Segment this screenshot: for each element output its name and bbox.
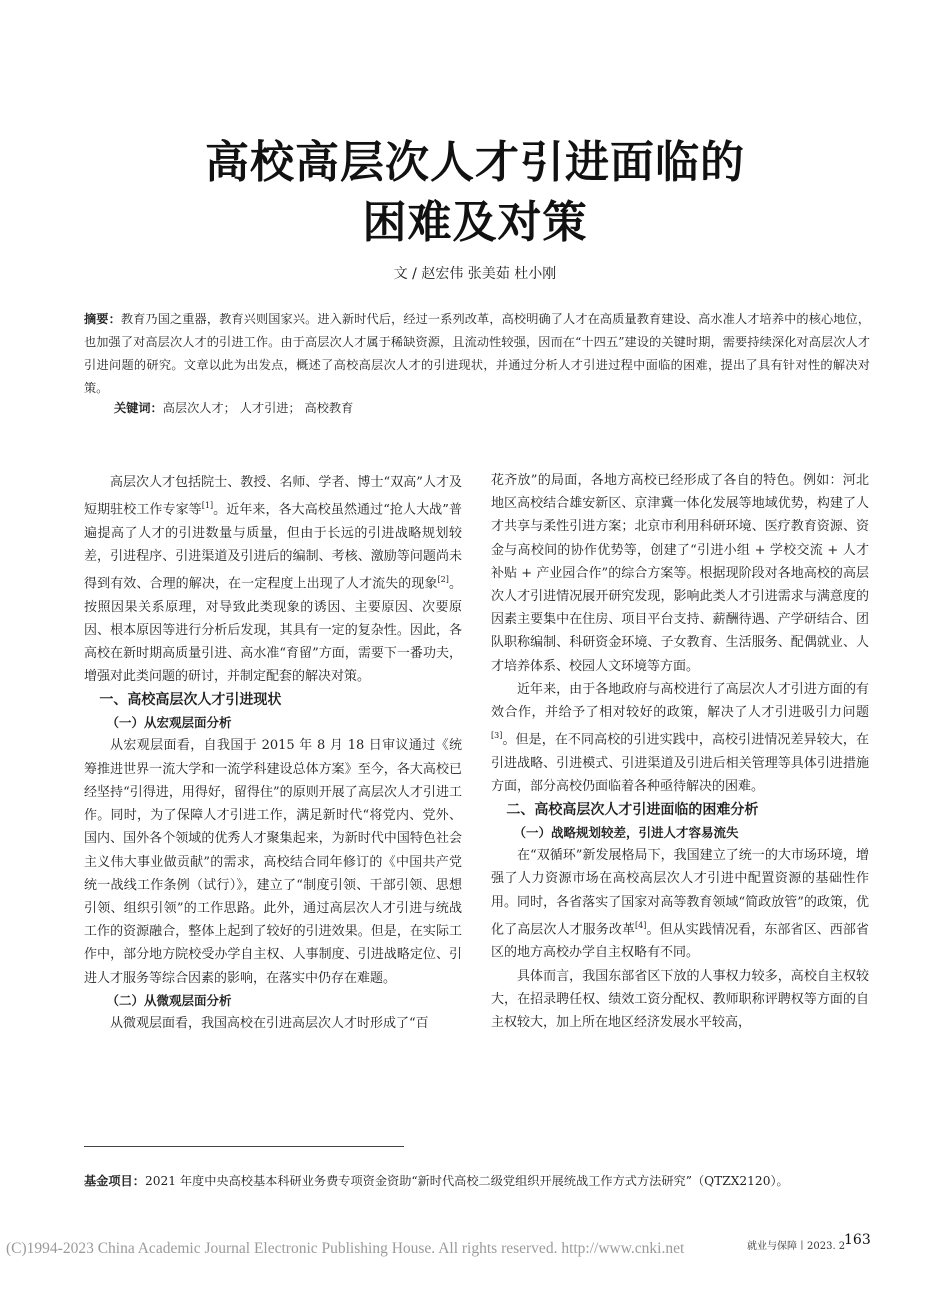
page-number: 163 xyxy=(844,1232,871,1248)
paragraph: 从宏观层面看，自我国于 2015 年 8 月 18 日审议通过《统筹推进世界一流大学和一流学科建设总体方案》至今，各大高校已经坚持“引得进，用得好，留得住”的原则开展了高层次人才引进工作。同时，为了保障人才引进工作，满足新时代“将党内、党外、国内、国外各个领域的优秀人才聚集起来，为新时代中国特色社会主义伟大事业做贡献”的需求，高校结合同年修订的《中国共产党统一战线工作条例（试行）》，建立了“制度引领、干部引领、思想引领、组织引领”的工作思路。此外，通过高层次人才引进与统战工作的资源融合，整体上起到了较好的引进效果。但是，在实际工作中，部分地方院校受办学自主权、人事制度、引进战略定位、引进人才服务等综合因素的影响，在落实中仍存在难题。 xyxy=(84,738,462,986)
paragraph: 高层次人才包括院士、教授、名师、学者、博士“双高”人才及短期驻校工作专家等[1]。近年来，各大高校虽然通过“抢人大战”普遍提高了人才的引进数量与质量，但由于长远的引进战略规划较差，引进程序、引进渠道及引进后的编制、考核、激励等问题尚未得到有效、合理的解决，在一定程度上出现了人才流失的现象[2]。按照因果关系原理，对导致此类现象的诱因、主要原因、次要原因、根本原因等进行分析后发现，其具有一定的复杂性。因此，各高校在新时期高质量引进、高水准“育留”方面，需要下一番功夫，增强对此类问题的研讨，并制定配套的解决对策。 xyxy=(84,475,462,685)
citation: [3] xyxy=(491,731,503,741)
article-title-line2: 困难及对策 xyxy=(362,197,588,248)
subsection-heading: （一）战略规划较差，引进人才容易流失 xyxy=(513,825,739,841)
copyright-watermark: (C)1994-2023 China Academic Journal Electronic Publishing House. All rights reserved. http://www.cnki.net xyxy=(6,1240,685,1257)
citation: [4] xyxy=(635,920,647,930)
citation: [2] xyxy=(437,575,449,585)
paragraph: 具体而言，我国东部省区下放的人事权力较多，高校自主权较大，在招录聘任权、绩效工资分配权、教师职称评聘权等方面的自主权较大，加上所在地区经济发展水平较高， xyxy=(491,968,869,1030)
funding-note xyxy=(84,1172,884,1189)
paragraph: 花齐放”的局面，各地方高校已经形成了各自的特色。例如：河北地区高校结合雄安新区、京津冀一体化发展等地域优势，构建了人才共享与柔性引进方案；北京市利用科研环境、医疗教育资源、资金与高校间的协作优势等，创建了“引进小组 + 学校交流 + 人才补贴 + 产业园合作”的综合方案等。根据现阶段对各地高校的高层次人才引进情况展开研究发现，影响此类人才引进需求与满意度的因素主要集中在住房、项目平台支持、薪酬待遇、产学研结合、团队职称编制、科研资金环境、子女教育、生活服务、配偶就业、人才培养体系、校园人文环境等方面。 xyxy=(491,473,869,674)
right-column xyxy=(491,469,869,1034)
abstract xyxy=(84,308,870,400)
citation: [1] xyxy=(201,501,214,511)
subsection-heading: （一）从宏观层面分析 xyxy=(106,715,232,731)
keywords xyxy=(114,399,353,416)
section-heading: 一、高校高层次人才引进现状 xyxy=(99,692,282,709)
left-column xyxy=(84,471,462,1035)
footnote-divider xyxy=(84,1146,404,1147)
funding-text: 2021 年度中央高校基本科研业务费专项资金资助“新时代高校二级党组织开展统战工作方式方法研究”（QTZX2120）。 xyxy=(144,1174,789,1188)
funding-label: 基金项目： xyxy=(84,1174,145,1188)
paragraph: 从微观层面看，我国高校在引进高层次人才时形成了“百 xyxy=(110,1015,429,1031)
article-title-line1: 高校高层次人才引进面临的 xyxy=(205,137,745,188)
journal-issue: 就业与保障丨2023. 2 xyxy=(747,1241,846,1252)
paragraph: 近年来，由于各地政府与高校进行了高层次人才引进方面的有效合作，并给予了相对较好的政策，解决了人才引进吸引力问题[3]。但是，在不同高校的引进实践中，高校引进情况差异较大，在引进战略、引进模式、引进渠道及引进后相关管理等具体引进措施方面，部分高校仍面临着各种亟待解决的困难。 xyxy=(491,681,869,794)
abstract-label: 摘要： xyxy=(84,312,121,326)
authors: 文 / 赵宏伟 张美茹 杜小刚 xyxy=(393,266,557,282)
section-heading: 二、高校高层次人才引进面临的困难分析 xyxy=(506,802,759,819)
abstract-text: 教育乃国之重器，教育兴则国家兴。进入新时代后，经过一系列改革，高校明确了人才在高质量教育建设、高水准人才培养中的核心地位，也加强了对高层次人才的引进工作。由于高层次人才属于稀缺资源，且流动性较强，因而在“十四五”建设的关键时期，需要持续深化对高层次人才引进问题的研究。文章以此为出发点，概述了高校高层次人才的引进现状，并通过分析人才引进过程中面临的困难，提出了具有针对性的解决对策。 xyxy=(84,312,871,395)
keywords-label: 关键词： xyxy=(114,401,163,415)
paragraph: 在“双循环”新发展格局下，我国建立了统一的大市场环境，增强了人力资源市场在高校高层次人才引进中配置资源的基础性作用。同时，各省落实了国家对高等教育领域“简政放管”的政策，优化了高层次人才服务改革[4]。但从实践情况看，东部省区、西部省区的地方高校办学自主权略有不同。 xyxy=(491,848,869,961)
keywords-text: 高层次人才； 人才引进； 高校教育 xyxy=(162,401,354,415)
subsection-heading: （二）从微观层面分析 xyxy=(106,992,232,1008)
